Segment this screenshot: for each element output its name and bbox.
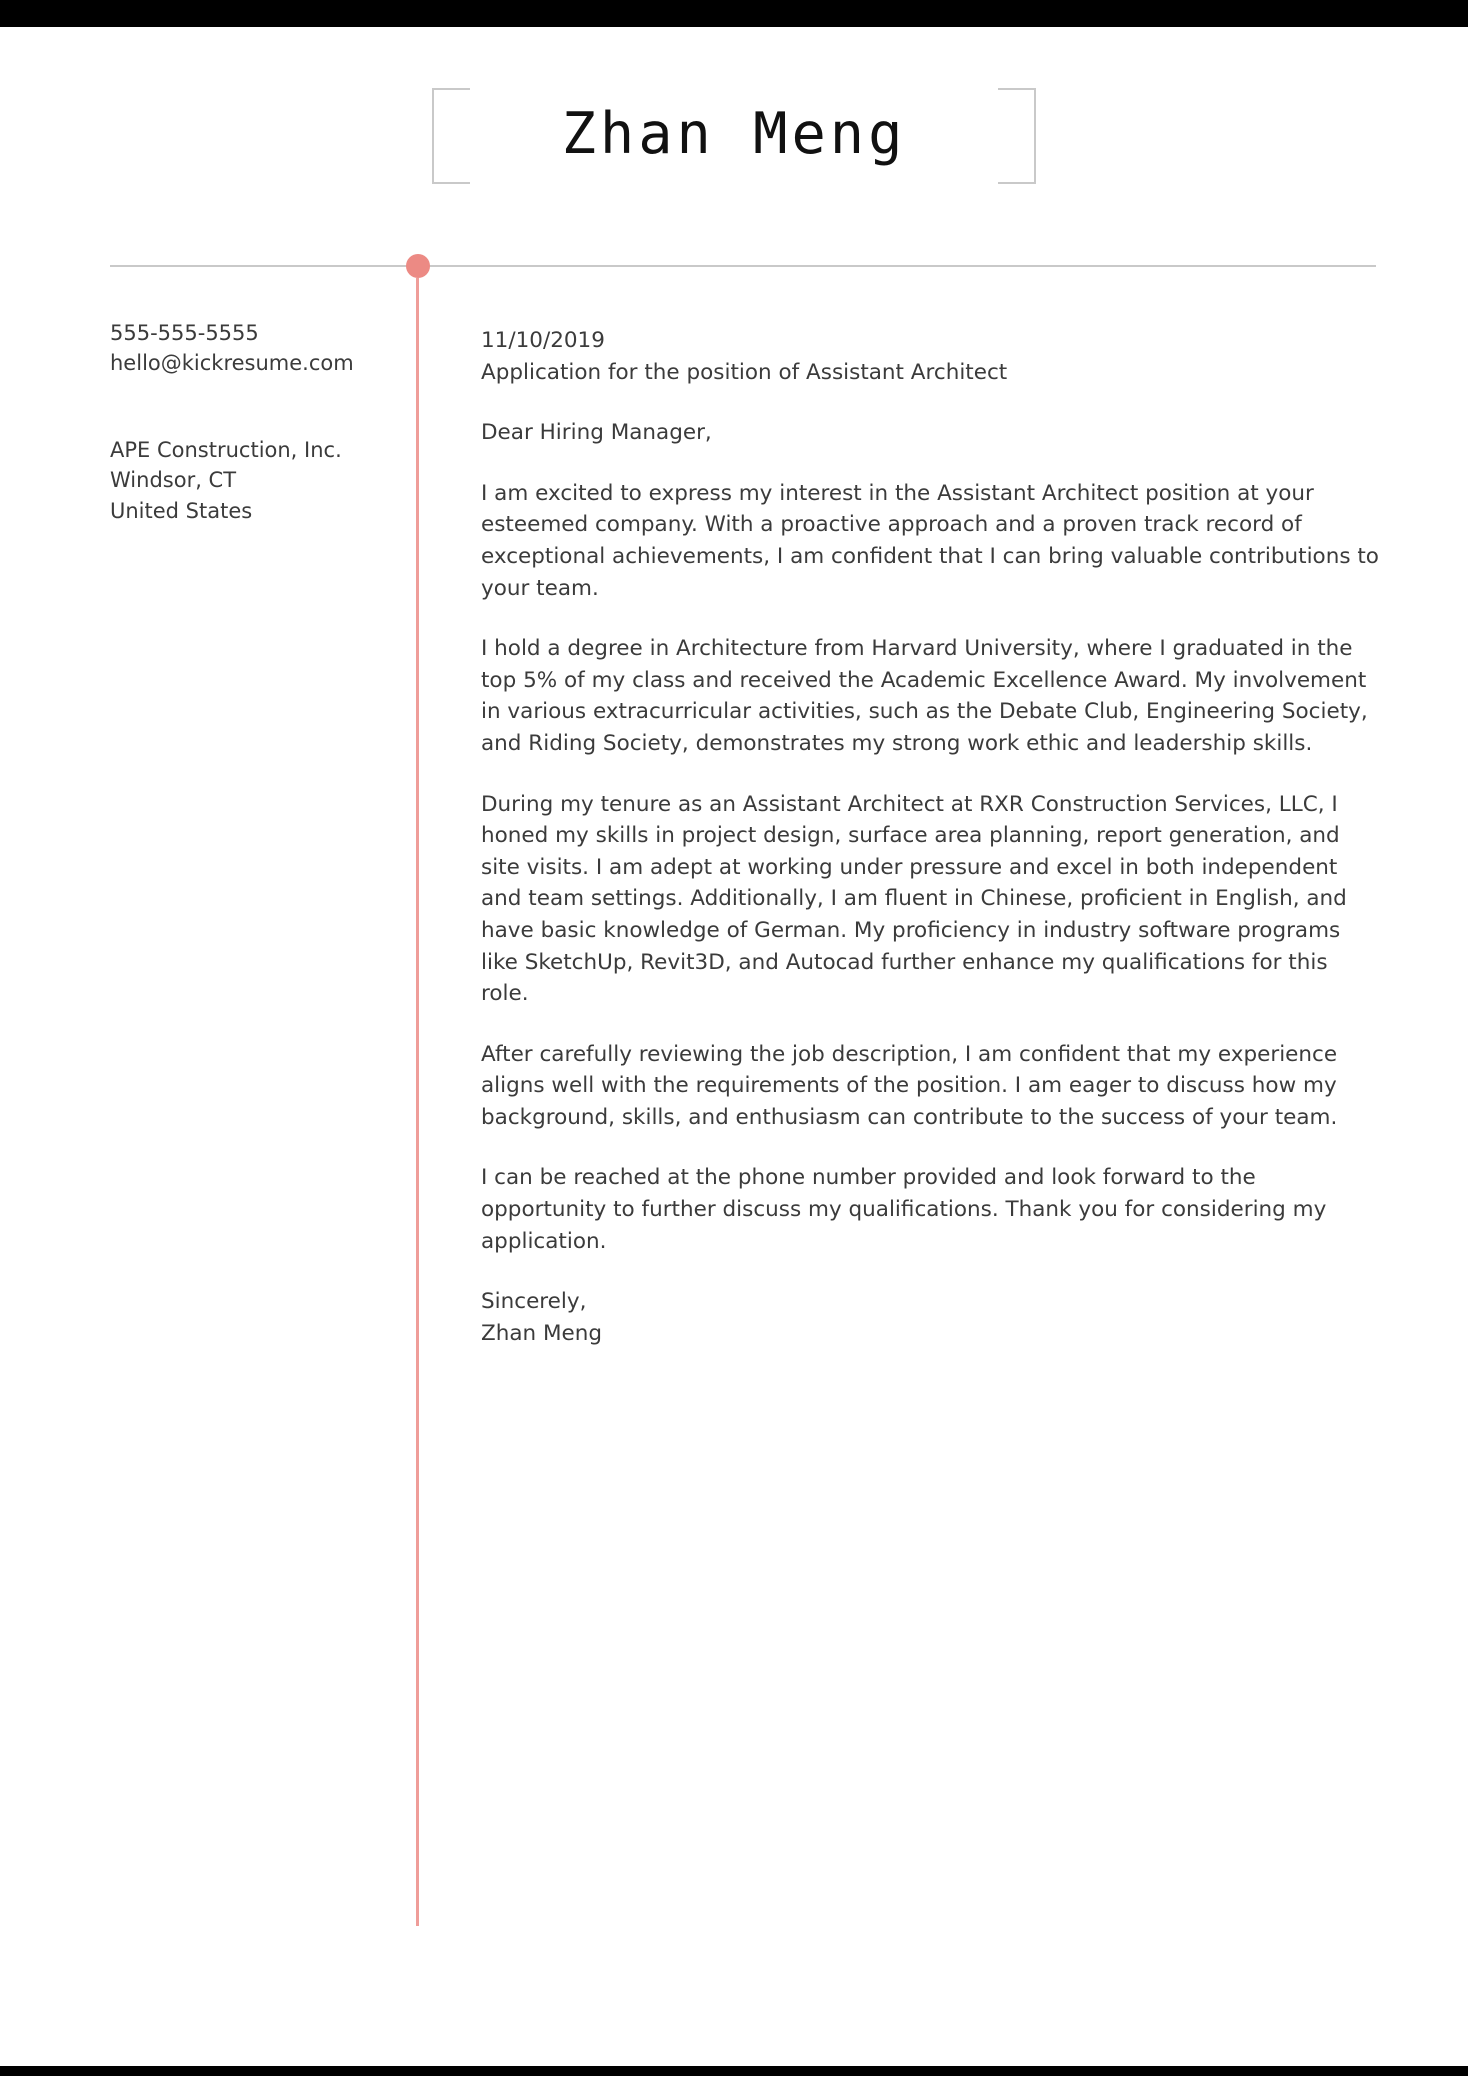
spacer [481,1257,1381,1286]
letter-paragraph: I can be reached at the phone number provided and look forward to the opportunity to further discuss my qualifications. Thank you for considering my application. [481,1165,1327,1254]
top-black-bar [0,0,1468,27]
spacer [481,604,1381,633]
letter-body [481,325,1381,1349]
spacer [481,388,1381,417]
contact-block [110,318,380,379]
letter-signature-name: Zhan Meng [481,1320,603,1346]
spacer [481,1010,1381,1039]
letter-paragraph: After carefully reviewing the job description, I am confident that my experience aligns well with the requirements of the position. I am eager to discuss how my background, skills, and enthusiasm can contribute to the success of your team. [481,1041,1338,1130]
contact-email: hello@kickresume.com [110,351,354,376]
letter-paragraph: I am excited to express my interest in the Assistant Architect position at your esteemed company. With a proactive approach and a proven track record of exceptional achievements, I am confident that I can bring valuable contributions to your team. [481,480,1379,601]
contact-phone: 555-555-5555 [110,321,259,345]
letter-meta [481,325,1381,388]
letter-signature-block [481,1286,1381,1349]
horizontal-divider [110,265,1376,267]
letter-paragraph: I hold a degree in Architecture from Harvard University, where I graduated in the top 5% of my class and received the Academic Excellence Award. My involvement in various extracurricular activities, such as the Debate Club, Engineering Society, and Riding Society, demonstrates my strong work ethic and leadership skills. [481,636,1368,756]
recipient-block [110,435,380,526]
letter-subject: Application for the position of Assistant Architect [481,359,1008,385]
spacer [481,449,1381,478]
vertical-accent-line [416,278,419,1926]
spacer [481,760,1381,789]
bottom-black-bar [0,2066,1468,2076]
letter-closing: Sincerely, [481,1289,587,1315]
spacer [481,1133,1381,1162]
name-block [424,70,1044,198]
bracket-right-decoration [998,88,1036,184]
recipient-country: United States [110,498,253,523]
recipient-city-state: Windsor, CT [110,468,237,493]
letter-salutation: Dear Hiring Manager, [481,420,712,446]
recipient-company: APE Construction, Inc. [110,437,342,462]
applicant-name: Zhan Meng [561,100,907,167]
letter-header [0,70,1468,198]
letter-date: 11/10/2019 [481,328,605,353]
bracket-left-decoration [432,88,470,184]
accent-dot [406,254,430,278]
letter-paragraph: During my tenure as an Assistant Architect at RXR Construction Services, LLC, I honed my skills in project design, surface area planning, report generation, and site visits. I am adept at working under pressure and excel in both independent and team settings. Additionally, I am fluent in Chinese, proficient in English, and have basic knowledge of German. My proficiency in industry software programs like SketchUp, Revit3D, and Autocad further enhance my qualifications for this role. [481,791,1347,1007]
sidebar-contact-column [110,318,380,526]
